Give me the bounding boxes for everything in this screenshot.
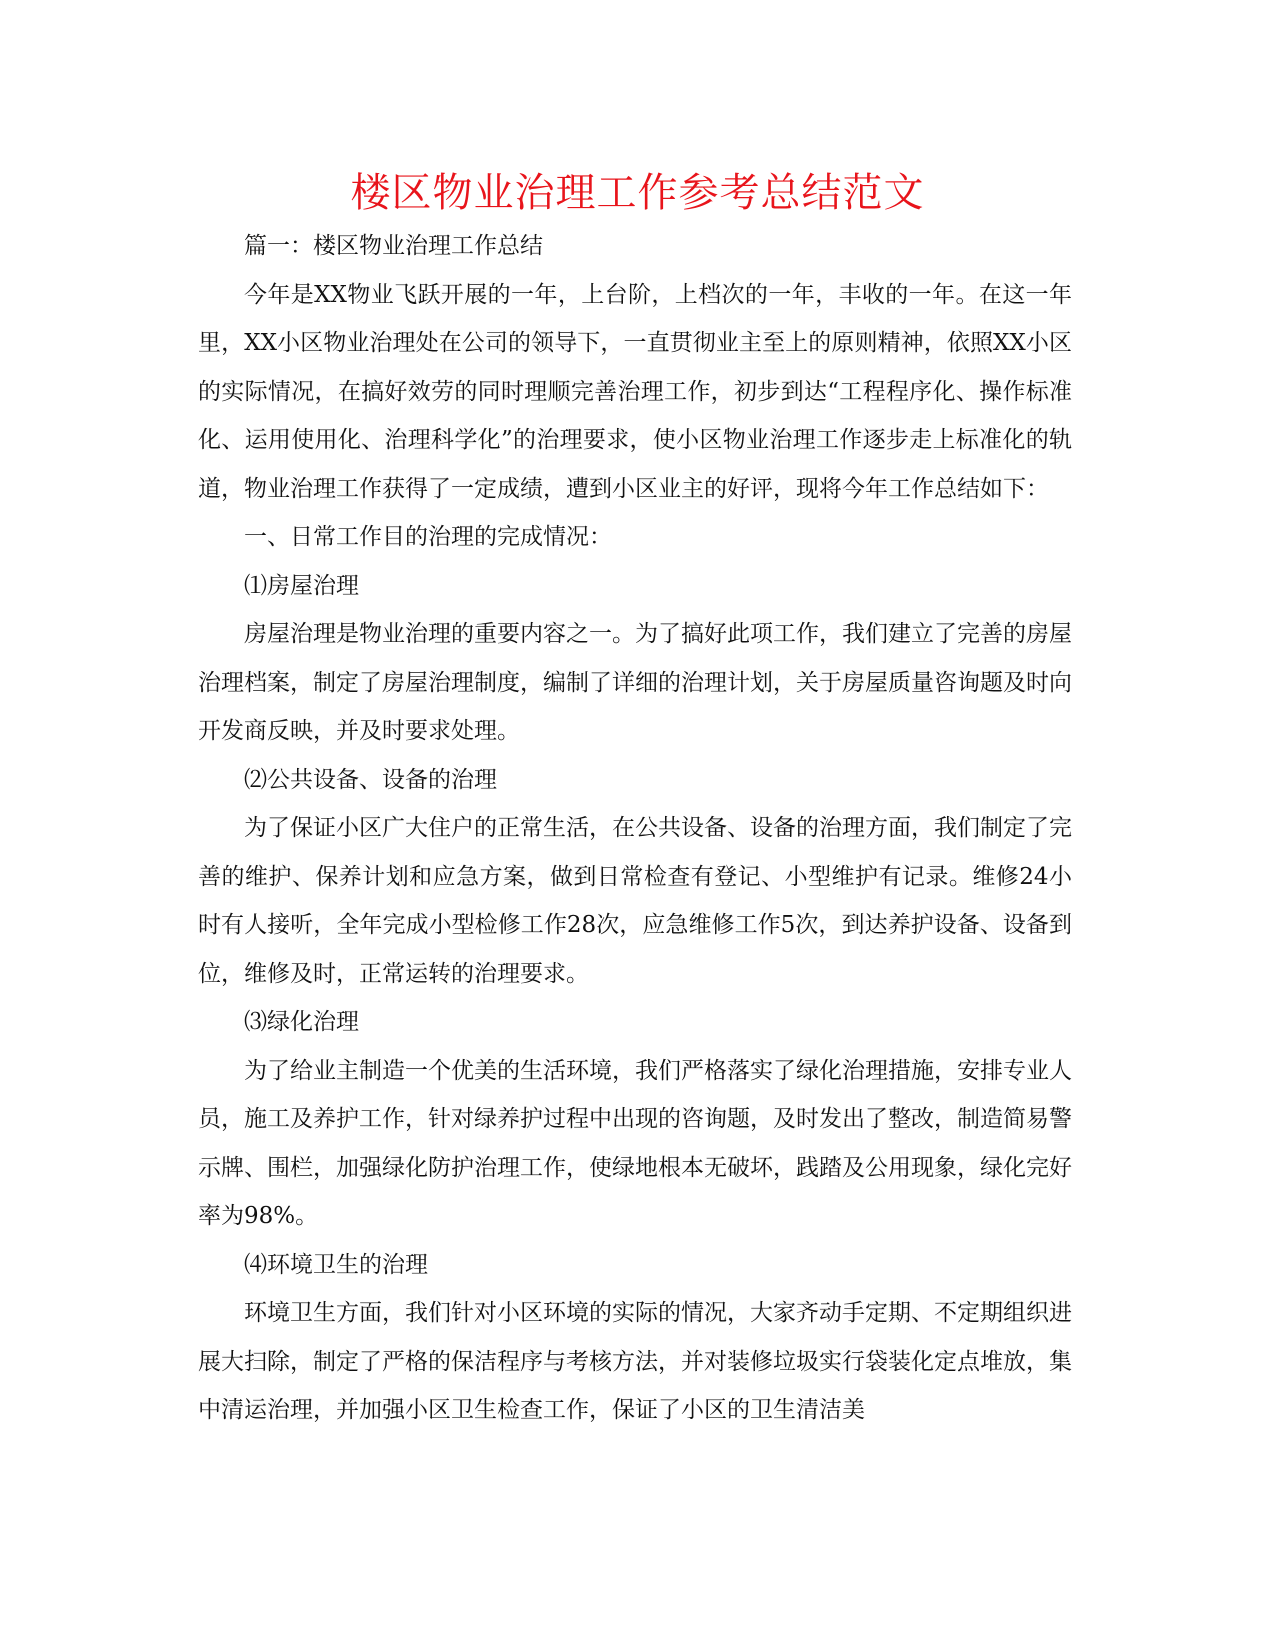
intro-paragraph: 今年是XX物业飞跃开展的一年，上台阶，上档次的一年，丰收的一年。在这一年里，XX小区物业治理处在公司的领导下，一直贯彻业主至上的原则精神，依照XX小区的实际情况，在搞好效劳的同时理顺完善治理工作，初步到达“工程程序化、操作标准化、运用使用化、治理科学化”的治理要求，使小区物业治理工作逐步走上标准化的轨道，物业治理工作获得了一定成绩，遭到小区业主的好评，现将今年工作总结如下：: [198, 281, 1072, 502]
document-body: [198, 222, 1072, 1435]
subsection-heading: ⑴房屋治理: [244, 572, 359, 599]
subsection-heading: ⑵公共设备、设备的治理: [244, 766, 497, 793]
document-title: 楼区物业治理工作参考总结范文: [350, 170, 925, 216]
body-paragraph: 为了保证小区广大住户的正常生活，在公共设备、设备的治理方面，我们制定了完善的维护、保养计划和应急方案，做到日常检查有登记、小型维护有记录。维修24小时有人接听，全年完成小型检修工作28次，应急维修工作5次，到达养护设备、设备到位，维修及时，正常运转的治理要求。: [198, 815, 1072, 987]
subsection-heading: ⑶绿化治理: [244, 1009, 359, 1035]
section-heading: 篇一：楼区物业治理工作总结: [244, 233, 543, 259]
subsection-heading: ⑷环境卫生的治理: [244, 1251, 428, 1278]
body-paragraph: 环境卫生方面，我们针对小区环境的实际的情况，大家齐动手定期、不定期组织进展大扫除，制定了严格的保洁程序与考核方法，并对装修垃圾实行袋装化定点堆放，集中清运治理，并加强小区卫生检查工作，保证了小区的卫生清洁美: [198, 1300, 1072, 1423]
section-heading: 一、日常工作目的治理的完成情况：: [244, 524, 612, 550]
body-paragraph: 为了给业主制造一个优美的生活环境，我们严格落实了绿化治理措施，安排专业人员，施工及养护工作，针对绿养护过程中出现的咨询题，及时发出了整改，制造简易警示牌、围栏，加强绿化防护治理工作，使绿地根本无破坏，践踏及公用现象，绿化完好率为98%。: [198, 1057, 1072, 1229]
body-paragraph: 房屋治理是物业治理的重要内容之一。为了搞好此项工作，我们建立了完善的房屋治理档案，制定了房屋治理制度，编制了详细的治理计划，关于房屋质量咨询题及时向开发商反映，并及时要求处理。: [198, 621, 1072, 744]
